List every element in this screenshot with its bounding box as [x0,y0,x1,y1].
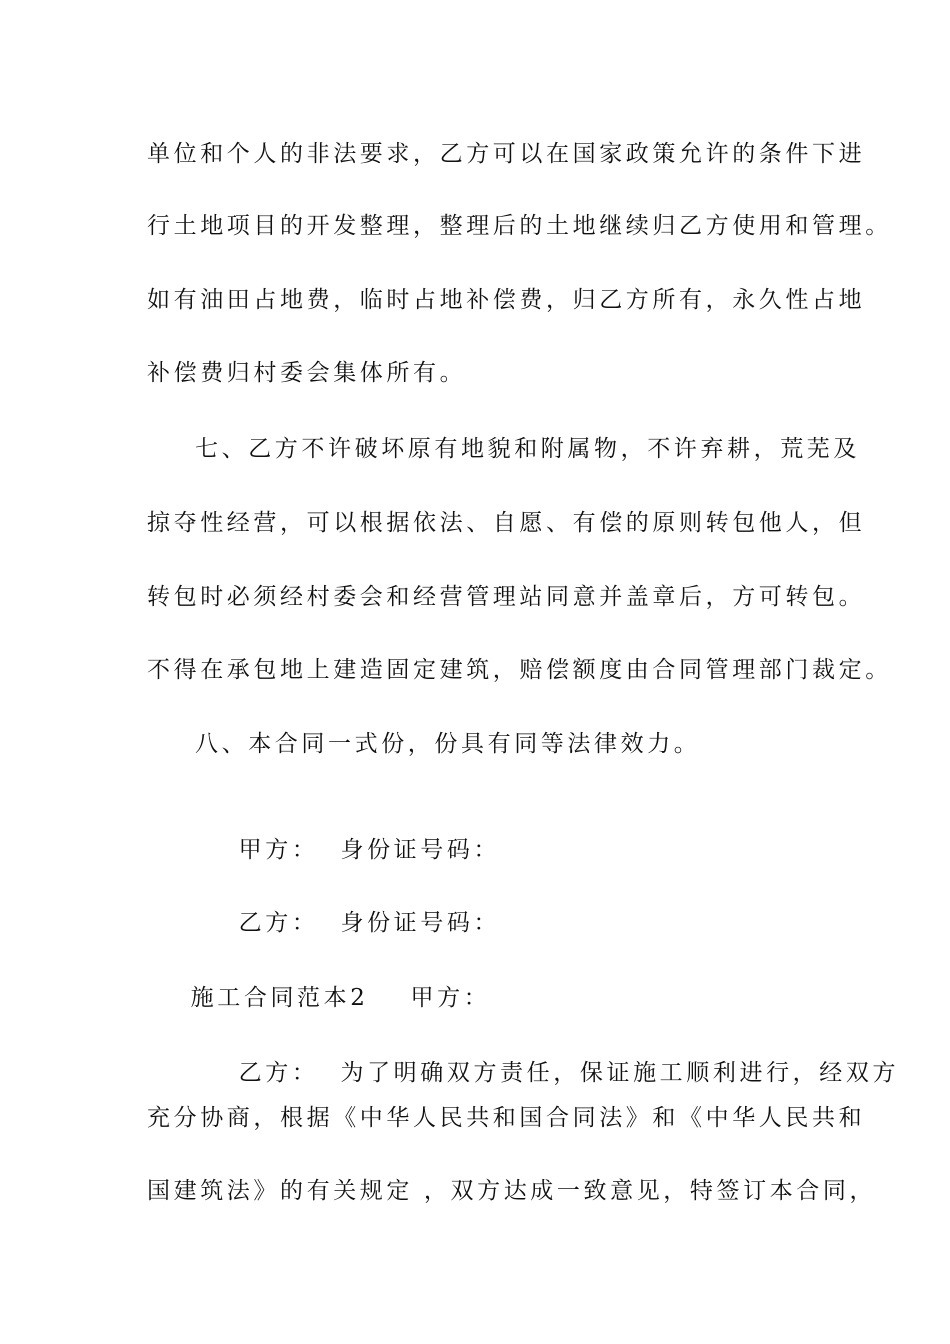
party-a-id-label: 身份证号码： [340,837,501,863]
clause-eight-line: 八、本合同一式份，份具有同等法律效力。 [195,731,701,757]
template2-party-a-label: 甲方： [410,985,491,1011]
paragraph-line: 充分协商，根据《中华人民共和国合同法》和《中华人民共和 [147,1105,866,1131]
party-a-label: 甲方： [238,837,319,863]
paragraph-line: 国建筑法》的有关规定 ，双方达成一致意见，特签订本合同， [147,1178,877,1204]
paragraph-line: 补偿费归村委会集体所有。 [147,360,467,386]
party-b-label: 乙方： [238,910,319,936]
template2-title: 施工合同范本2 [190,985,369,1011]
template2-party-b-label: 乙方： [238,1060,319,1086]
paragraph-line: 不得在承包地上建造固定建筑，赔偿额度由合同管理部门裁定。 [147,657,892,683]
paragraph-line: 单位和个人的非法要求，乙方可以在国家政策允许的条件下进 [147,141,866,167]
clause-seven-line: 七、乙方不许破坏原有地貌和附属物，不许弃耕，荒芜及 [195,436,860,462]
paragraph-line: 掠夺性经营，可以根据依法、自愿、有偿的原则转包他人，但 [147,510,866,536]
party-b-id-label: 身份证号码： [340,910,501,936]
paragraph-line: 如有油田占地费，临时占地补偿费，归乙方所有，永久性占地 [147,287,866,313]
paragraph-line: 行土地项目的开发整理，整理后的土地继续归乙方使用和管理。 [147,213,892,239]
template2-intro-text: 为了明确双方责任，保证施工顺利进行，经双方 [340,1060,900,1086]
paragraph-line: 转包时必须经村委会和经营管理站同意并盖章后，方可转包。 [147,584,866,610]
